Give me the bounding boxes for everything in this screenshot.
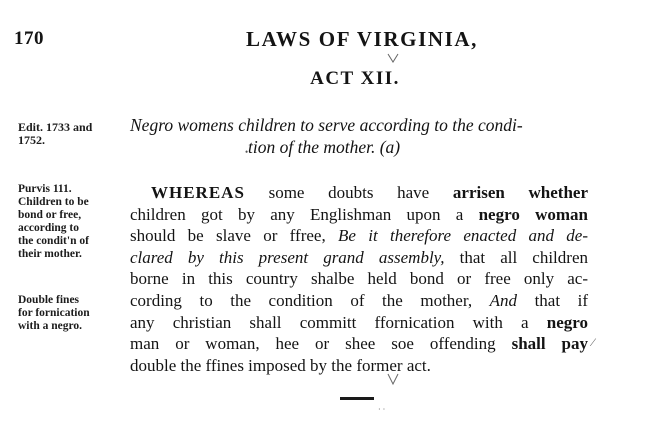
body-bold-text: negro woman [478, 204, 588, 224]
margin-note-line: Double fines [18, 294, 80, 306]
page-number: 170 [14, 28, 44, 49]
margin-note-line: according to [18, 222, 80, 234]
body-line [130, 182, 588, 204]
body-bold-text: whether [528, 183, 588, 202]
body-line [130, 312, 588, 334]
body-line: double the ffines imposed by the former act. [130, 355, 431, 375]
heading-line: Negro womens children to serve according to the condi- [130, 115, 523, 135]
stray-mark: ⁄ [592, 335, 595, 349]
margin-note-line: with a negro. [18, 320, 82, 332]
stray-mark: • [245, 147, 249, 157]
body-text: cording to the condition of the mother, [130, 290, 490, 310]
running-head: LAWS OF VIRGINIA, [246, 27, 478, 51]
margin-note-fines [18, 294, 90, 333]
body-text [505, 183, 529, 202]
margin-note-line: 1752. [18, 133, 45, 147]
body-line [130, 247, 588, 269]
body-line: borne in this country shalbe held bond or free only ac- [130, 269, 588, 289]
body-italic-text: And [489, 290, 518, 310]
body-line [130, 290, 588, 312]
checkmark-annotation [386, 52, 400, 64]
body-bold-text: arrisen [452, 183, 505, 202]
body-text: should be slave or ffree, [130, 226, 338, 246]
margin-note-line: their mother. [18, 248, 82, 260]
body-line [130, 225, 588, 247]
body-text: any christian shall committ ffornication with a [130, 312, 547, 332]
body-text: children got by any Englishman upon a [130, 204, 479, 224]
margin-note-editions [18, 121, 92, 147]
margin-note-line: Purvis 111. [18, 183, 72, 195]
body-text: that if [517, 290, 588, 310]
act-title: ACT XII. [310, 68, 400, 89]
margin-note-line: Edit. 1733 and [18, 120, 93, 134]
body-text: that all children [444, 247, 588, 267]
margin-note-purvis [18, 183, 89, 261]
act-heading [130, 114, 590, 158]
body-line [130, 333, 588, 355]
margin-note-line: the condit'n of [18, 235, 89, 247]
body-line [130, 204, 588, 226]
body-text: man or woman, hee or shee soe offending [130, 334, 512, 354]
stray-mark: · · [378, 405, 386, 414]
act-body [130, 182, 588, 376]
body-text: some doubts have [244, 183, 453, 202]
body-italic-text: Be it therefore enacted and de- [338, 226, 588, 246]
margin-note-line: bond or free, [18, 209, 82, 221]
section-end-rule [340, 397, 374, 400]
body-bold-text: negro [546, 312, 588, 332]
margin-note-line: Children to be [18, 196, 89, 208]
checkmark-annotation [386, 372, 400, 386]
heading-line: tion of the mother. (a) [248, 137, 401, 157]
body-bold-text: shall pay [511, 334, 588, 354]
body-italic-text: clared by this present grand assembly, [130, 247, 445, 267]
margin-note-line: for fornication [18, 307, 90, 319]
whereas-word: WHEREAS [151, 183, 245, 202]
